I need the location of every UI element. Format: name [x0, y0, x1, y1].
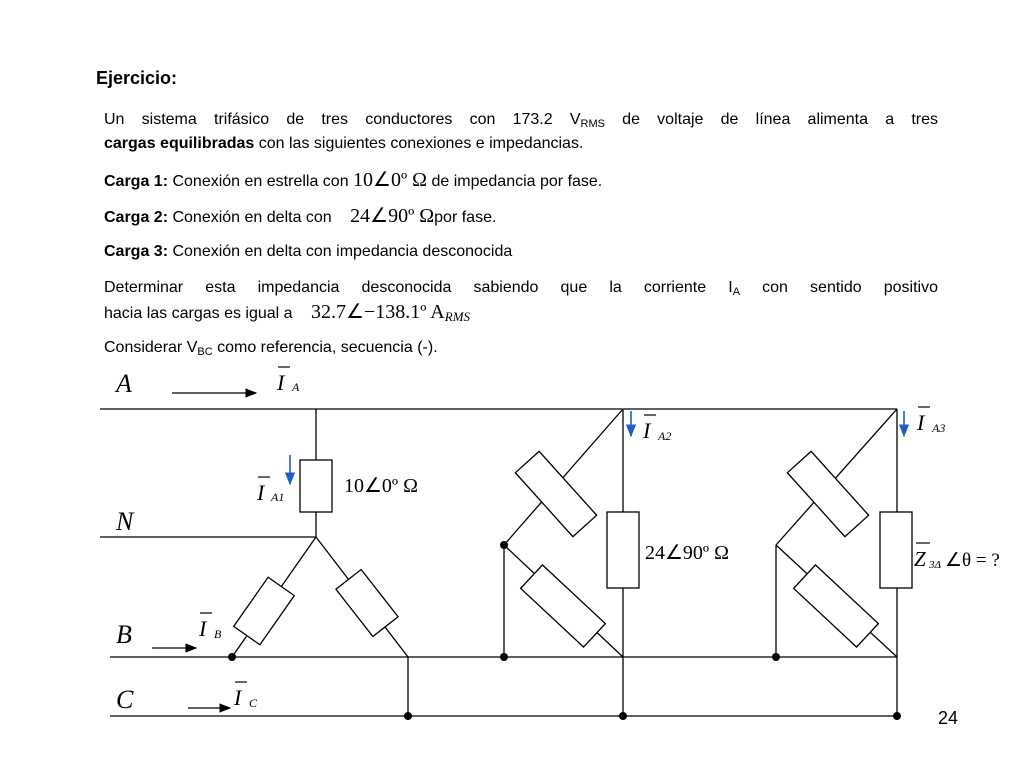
ia-subscript: A — [732, 286, 741, 298]
determine-text-3: hacia las cargas es igual a — [104, 305, 297, 322]
z1-resistor — [300, 460, 332, 512]
determine-text-1: Determinar esta impedancia desconocida sabiendo que la corriente I — [104, 279, 733, 296]
consider-text-2: como referencia, secuencia (-). — [212, 339, 438, 356]
z3-delta-resistor-ab — [787, 451, 868, 536]
consider-text-1: Considerar V — [104, 339, 198, 356]
intro-text-1: Un sistema trifásico de tres conductores con 173.2 V — [104, 111, 581, 128]
load1-text: Conexión en estrella con — [168, 173, 354, 190]
z2-delta-resistor-bc — [521, 565, 606, 647]
ic-label-sub: C — [249, 696, 258, 710]
load2-label: Carga 2: — [104, 209, 169, 226]
z3-delta-resistor-bc — [794, 565, 879, 647]
line-b-label: B — [116, 620, 132, 649]
junction-dot — [228, 653, 236, 661]
load1-after: de impedancia por fase. — [427, 173, 603, 190]
load3-text: Conexión en delta con impedancia desconocida — [168, 243, 513, 260]
ia2-label: I — [643, 418, 651, 443]
balanced-loads-bold: cargas equilibradas — [104, 135, 255, 152]
load1-label: Carga 1: — [104, 173, 169, 190]
load2-text: Conexión en delta con — [168, 209, 337, 226]
z3-value-sub: 3Δ — [929, 559, 941, 571]
z1-star-resistor-c — [336, 570, 398, 637]
determine-text-2: con sentido positivo — [740, 279, 938, 296]
intro-text-2: de voltaje de línea alimenta a tres — [604, 111, 939, 128]
load1-impedance: 10∠0º Ω — [353, 169, 428, 191]
line-a-label: A — [116, 369, 132, 398]
z3-resistor — [880, 512, 912, 588]
load3-label: Carga 3: — [104, 243, 169, 260]
rms-subscript: RMS — [580, 118, 605, 130]
vbc-subscript: BC — [197, 346, 213, 358]
ia1-label-sub: A1 — [271, 490, 285, 504]
ib-label-sub: B — [214, 627, 222, 641]
junction-dot — [500, 653, 508, 661]
z3-value-rest: ∠θ = ? — [945, 550, 1000, 571]
ib-label: I — [199, 616, 207, 641]
z2-delta-resistor-ab — [515, 451, 596, 536]
exercise-heading: Ejercicio: — [96, 68, 178, 88]
ia2-label-sub: A2 — [658, 429, 672, 443]
junction-dot — [619, 712, 627, 720]
target-current-value: 32.7∠−138.1º A — [311, 301, 445, 323]
ia-label: I — [277, 370, 285, 395]
load2-after: por fase. — [434, 209, 497, 226]
line-n-label: N — [116, 507, 134, 536]
ia1-label: I — [257, 480, 265, 505]
line-c-label: C — [116, 685, 134, 714]
load2-impedance: 24∠90º Ω — [350, 205, 435, 227]
junction-dot — [893, 712, 901, 720]
z1-star-resistor-b — [234, 577, 295, 645]
page-number: 24 — [938, 708, 959, 728]
z2-resistor — [607, 512, 639, 588]
ic-label: I — [234, 685, 242, 710]
z2-value-label: 24∠90º Ω — [645, 542, 729, 564]
z1-value-label: 10∠0º Ω — [344, 475, 418, 497]
junction-dot — [772, 653, 780, 661]
target-current-unit: RMS — [444, 309, 471, 324]
junction-dot — [404, 712, 412, 720]
ia3-label: I — [917, 410, 925, 435]
ia-label-sub: A — [292, 380, 300, 394]
intro-text-3: con las siguientes conexiones e impedancias. — [254, 135, 584, 152]
ia3-label-sub: A3 — [932, 421, 946, 435]
z3-value-label: Z — [914, 547, 926, 571]
junction-dot — [500, 541, 508, 549]
